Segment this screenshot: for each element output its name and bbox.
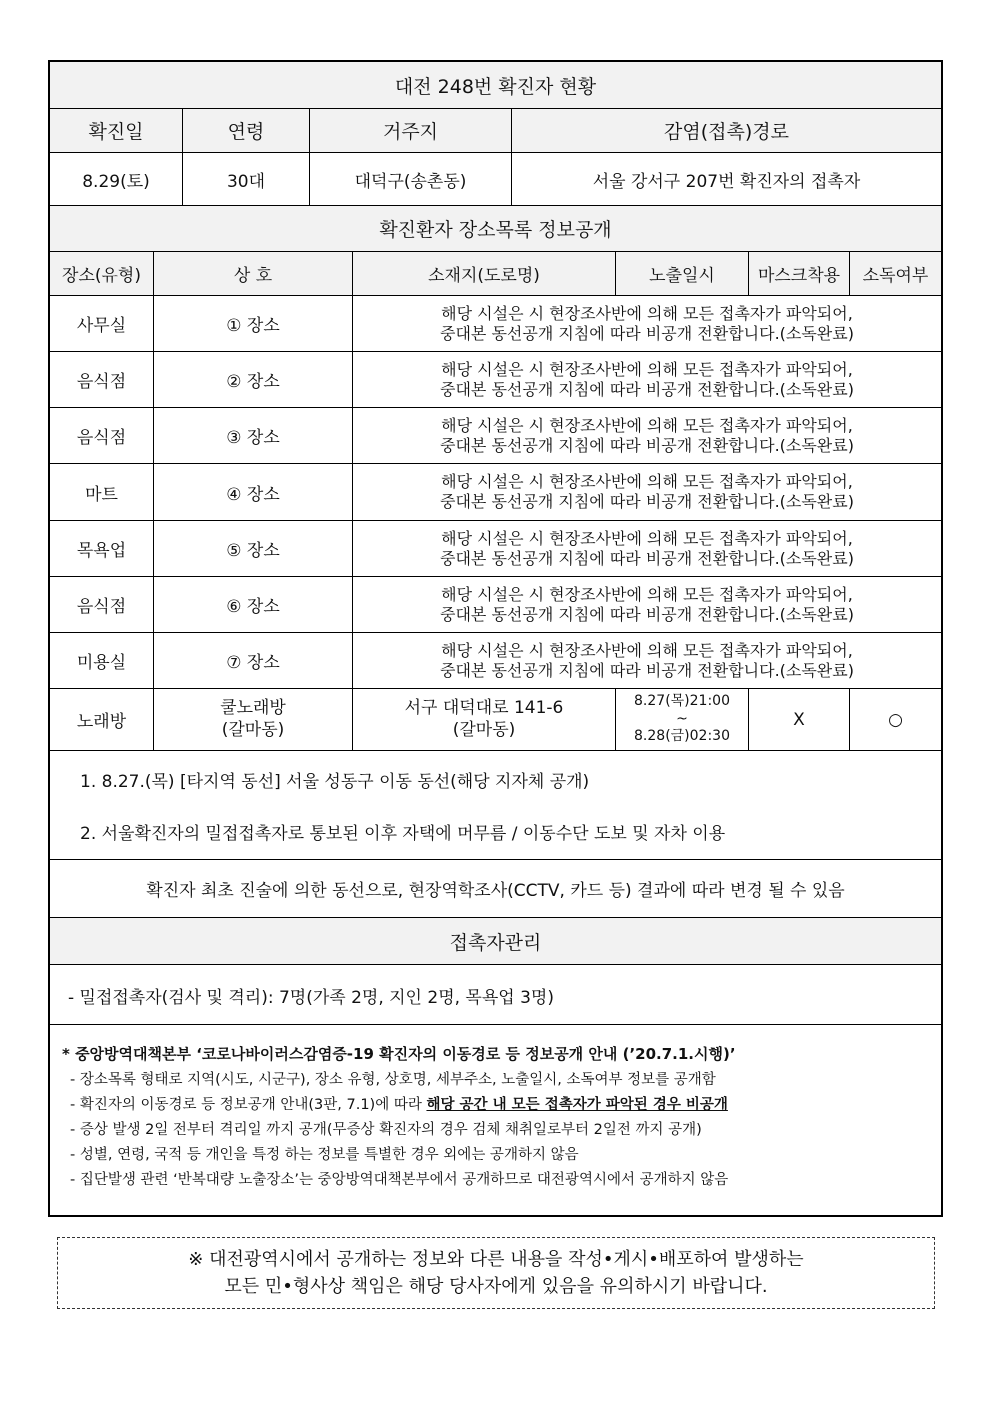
disclaimer-row [50,860,941,918]
undisclosed-line: 해당 시설은 시 현장조사반에 의해 모든 접촉자가 파악되어, [441,303,853,323]
note-item: 1. 8.27.(목) [타지역 동선] 서울 성동구 이동 동선(해당 지자체 공개) [80,772,590,792]
undisclosed-note [353,464,941,520]
place-type: 음식점 [50,352,154,407]
undisclosed-line: 해당 시설은 시 현장조사반에 의해 모든 접촉자가 파악되어, [441,359,853,379]
guideline-header: * 중앙방역대책본부 ‘코로나바이러스감염증-19 확진자의 이동경로 등 정보공개 안내 (’20.7.1.시행)’ [62,1045,736,1063]
page-title: 대전 248번 확진자 현황 [394,75,597,98]
header-address: 소재지(도로명) [353,252,616,295]
note-item: 2. 서울확진자의 밀접접촉자로 통보된 이후 자택에 머무름 / 이동수단 도보 및 자차 이용 [80,824,726,844]
undisclosed-line: 해당 시설은 시 현장조사반에 의해 모든 접촉자가 파악되어, [441,472,853,491]
header-age: 연령 [183,109,310,152]
table-row [50,296,941,352]
guideline-item: - 집단발생 관련 ‘반복대량 노출장소’는 중앙방역대책본부에서 공개하므로 대전광역시에서 공개하지 않음 [70,1172,729,1188]
table-row [50,464,941,521]
place-type: 사무실 [50,296,154,351]
undisclosed-line: 해당 시설은 시 현장조사반에 의해 모든 접촉자가 파악되어, [441,584,853,604]
undisclosed-note [353,408,941,463]
place-type: 음식점 [50,408,154,463]
confirm-date: 8.29(토) [50,153,183,205]
header-business-name: 상 호 [154,252,353,295]
place-type: 마트 [50,464,154,520]
infection-route: 서울 강서구 207번 확진자의 접촉자 [592,171,861,192]
contacts-text: - 밀접접촉자(검사 및 격리): 7명(가족 2명, 지인 2명, 목욕업 3명) [68,988,554,1008]
places-header-row [50,252,941,296]
undisclosed-line: 중대본 동선공개 지침에 따라 비공개 전환합니다.(소독완료) [440,604,854,624]
header-infection-route: 감염(접촉)경로 [664,121,789,143]
undisclosed-line: 해당 시설은 시 현장조사반에 의해 모든 접촉자가 파악되어, [441,415,853,435]
business-district: (갈마동) [221,719,285,740]
undisclosed-line: 해당 시설은 시 현장조사반에 의해 모든 접촉자가 파악되어, [441,640,853,660]
place-name: ③ 장소 [154,408,353,463]
movement-notes [50,751,941,860]
residence: 대덕구(송촌동) [310,153,512,205]
guideline-item-text: - 확진자의 이동경로 등 정보공개 안내(3판, 7.1)에 따라 [70,1097,427,1113]
place-name: ⑥ 장소 [154,577,353,632]
undisclosed-note [353,577,941,632]
guideline-block [50,1025,941,1215]
legal-notice-box [57,1237,935,1309]
contacts-row [50,965,941,1025]
places-title: 확진환자 장소목록 정보공개 [379,219,612,241]
address-line: 서구 대덕대로 141-6 [404,698,564,719]
disclaimer-note: 확진자 최초 진술에 의한 동선으로, 현장역학조사(CCTV, 카드 등) 결과에 따라 변경 될 수 있음 [146,881,845,901]
disinfection-status: ○ [888,709,903,730]
legal-notice-line: ※ 대전광역시에서 공개하는 정보와 다른 내용을 작성•게시•배포하여 발생하는 [188,1249,804,1270]
places-title-row [50,206,941,252]
place-name: ⑦ 장소 [154,633,353,688]
exposure-time [616,689,749,750]
undisclosed-line: 중대본 동선공개 지침에 따라 비공개 전환합니다.(소독완료) [440,379,854,399]
undisclosed-note [353,296,941,351]
status-table [48,60,943,1217]
patient-header-row [50,109,941,153]
exposure-separator: ~ [676,710,688,727]
guideline-item: - 증상 발생 2일 전부터 격리일 까지 공개(무증상 확진자의 경우 검체 채취일로부터 2일전 까지 공개) [70,1122,702,1138]
header-confirm-date: 확진일 [50,109,183,152]
place-name: ① 장소 [154,296,353,351]
header-exposure-time: 노출일시 [616,252,749,295]
place-name: ② 장소 [154,352,353,407]
guideline-item [70,1097,728,1114]
business-name: 쿨노래방 [220,698,286,719]
guideline-emphasis: 해당 공간 내 모든 접촉자가 파악된 경우 비공개 [426,1097,728,1113]
place-name: ⑤ 장소 [154,521,353,576]
table-row [50,521,941,577]
place-type: 음식점 [50,577,154,632]
place-type: 노래방 [50,689,154,750]
contacts-title-row [50,918,941,965]
undisclosed-note [353,521,941,576]
undisclosed-line: 중대본 동선공개 지침에 따라 비공개 전환합니다.(소독완료) [440,660,854,680]
undisclosed-line: 중대본 동선공개 지침에 따라 비공개 전환합니다.(소독완료) [440,548,854,568]
undisclosed-line: 중대본 동선공개 지침에 따라 비공개 전환합니다.(소독완료) [440,492,854,511]
exposure-start: 8.27(목)21:00 [634,693,730,710]
undisclosed-line: 중대본 동선공개 지침에 따라 비공개 전환합니다.(소독완료) [440,323,854,343]
exposure-end: 8.28(금)02:30 [634,728,730,745]
place-type: 목욕업 [50,521,154,576]
place-type: 미용실 [50,633,154,688]
age: 30대 [183,153,310,205]
guideline-item: - 장소목록 형태로 지역(시도, 시군구), 장소 유형, 상호명, 세부주소, 노출일시, 소독여부 정보를 공개함 [70,1072,716,1088]
undisclosed-line: 중대본 동선공개 지침에 따라 비공개 전환합니다.(소독완료) [440,435,854,455]
mask-status: X [749,689,850,750]
header-place-type: 장소(유형) [50,252,154,295]
patient-values-row [50,153,941,206]
place-address [353,689,616,750]
header-mask: 마스크착용 [749,252,850,295]
header-disinfection: 소독여부 [862,266,929,286]
table-row [50,352,941,408]
table-row [50,633,941,689]
header-residence: 거주지 [310,109,512,152]
guideline-item: - 성별, 연령, 국적 등 개인을 특정 하는 정보를 특별한 경우 외에는 공개하지 않음 [70,1147,579,1163]
title-row [50,62,941,109]
table-row [50,577,941,633]
legal-notice-line: 모든 민•형사상 책임은 해당 당사자에게 있음을 유의하시기 바랍니다. [224,1276,768,1297]
place-name: ④ 장소 [154,464,353,520]
undisclosed-line: 해당 시설은 시 현장조사반에 의해 모든 접촉자가 파악되어, [441,528,853,548]
place-name [154,689,353,750]
contacts-title: 접촉자관리 [449,931,542,954]
table-row-karaoke [50,689,941,751]
address-district: (갈마동) [452,719,516,740]
undisclosed-note [353,352,941,407]
table-row [50,408,941,464]
undisclosed-note [353,633,941,688]
